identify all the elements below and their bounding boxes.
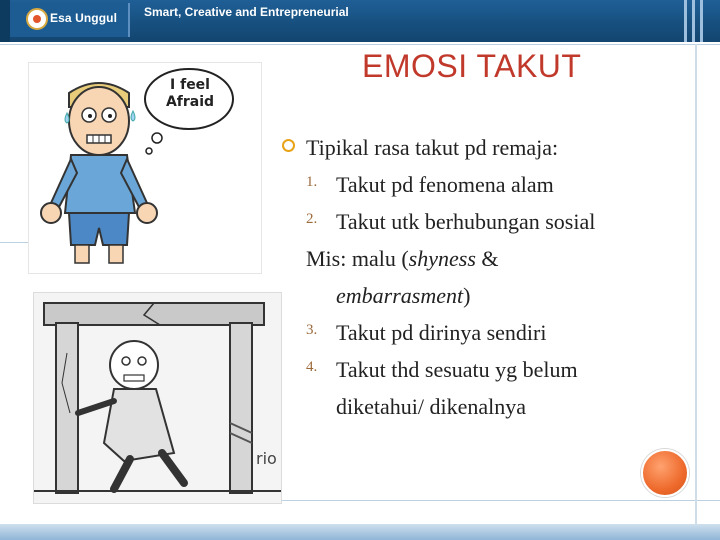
item-number: 3. [306,321,318,338]
ring-bullet-icon [282,139,295,152]
example-line [282,241,702,278]
item-number: 1. [306,173,318,190]
logo-box [10,3,130,37]
bullet-item [282,130,702,167]
header-banner [0,0,720,42]
footer-bar [0,524,720,540]
slide-title: EMOSI TAKUT [362,48,582,84]
divider-line [0,242,30,243]
item-text: Takut pd fenomena alam [336,171,554,197]
numbered-item [282,167,702,204]
example-term: shyness [408,245,476,271]
example-term: embarrasment [336,282,464,308]
item-text: Takut utk berhubungan sosial [336,208,596,234]
intro-text: Tipikal rasa takut pd remaja: [306,135,559,160]
tagline: Smart, Creative and Entrepreneurial [144,5,349,19]
slide-body [282,130,702,426]
earthquake-shelter-illustration [33,292,282,504]
cartoon-caption: rio [256,449,277,468]
example-prefix: Mis: malu ( [306,245,409,271]
divider-line [0,44,720,45]
afraid-boy-drawing [29,63,261,273]
thought-bubble-text: I feel Afraid [165,77,215,110]
item-number: 2. [306,210,318,227]
logo-text: Esa Unggul [50,11,118,25]
example-line-cont [282,278,702,315]
item-text-cont: diketahui/ dikenalnya [336,393,526,419]
numbered-item [282,315,702,352]
afraid-boy-illustration [28,62,262,274]
item-text: Takut thd sesuatu yg belum [336,356,578,382]
numbered-item [282,352,702,389]
university-logo-icon [26,8,48,30]
orange-circle-icon [641,449,689,497]
numbered-item-cont [282,389,702,426]
item-number: 4. [306,358,318,375]
example-close: ) [463,282,471,308]
example-and: & [475,245,499,271]
item-text: Takut pd dirinya sendiri [336,319,547,345]
numbered-item [282,204,702,241]
banner-stripes [680,0,720,42]
shelter-drawing [34,293,281,503]
banner-edge [0,0,10,42]
